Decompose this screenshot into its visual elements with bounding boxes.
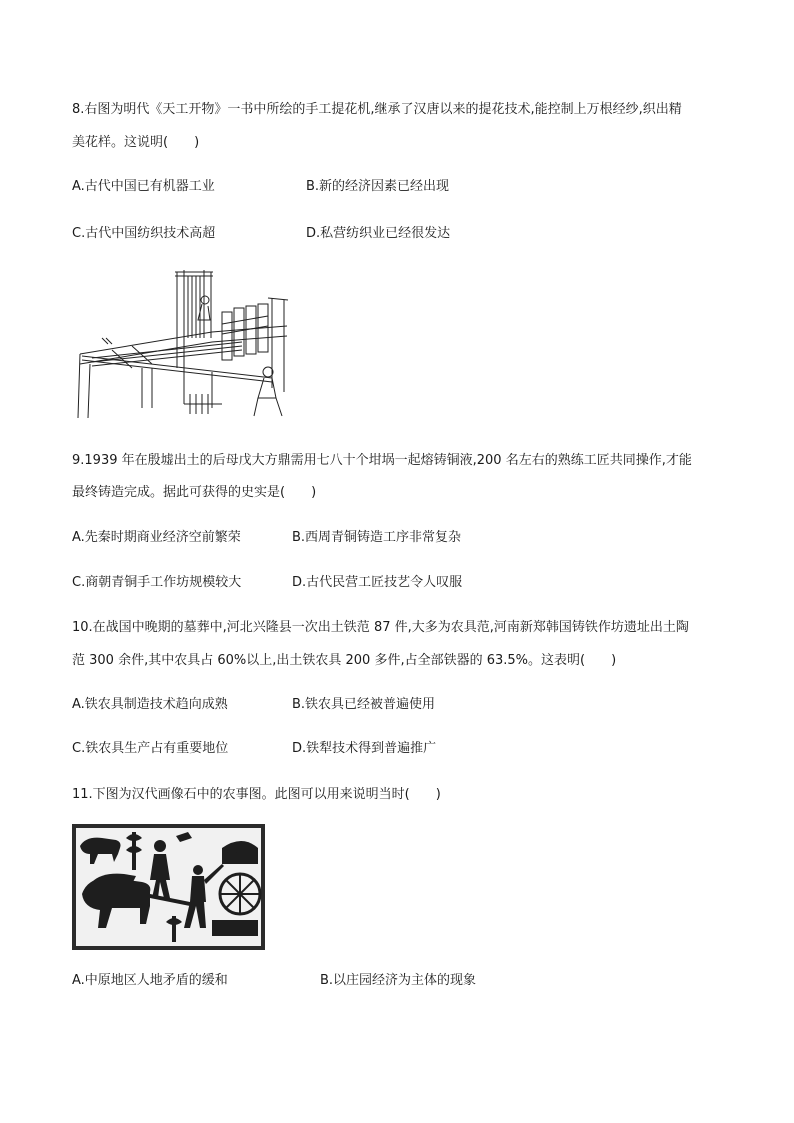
q8-option-b: B.新的经济因素已经出现 bbox=[306, 179, 450, 194]
q9-stem-line2: 最终铸造完成。据此可获得的史实是( ) bbox=[72, 485, 317, 500]
q9-option-a: A.先秦时期商业经济空前繁荣 bbox=[72, 530, 241, 545]
q10-stem-line1: 10.在战国中晚期的墓葬中,河北兴隆县一次出土铁范 87 件,大多为农具范,河南新郑韩国铸铁作坊遗址出土陶 bbox=[72, 620, 689, 635]
q11-option-b: B.以庄园经济为主体的现象 bbox=[320, 973, 477, 988]
q8-option-d: D.私营纺织业已经很发达 bbox=[306, 226, 451, 241]
q9-option-c: C.商朝青铜手工作坊规模较大 bbox=[72, 575, 242, 590]
q11-stem-line1: 11.下图为汉代画像石中的农事图。此图可以用来说明当时( ) bbox=[72, 787, 441, 802]
q10-option-a: A.铁农具制造技术趋向成熟 bbox=[72, 697, 228, 712]
q8-option-a: A.古代中国已有机器工业 bbox=[72, 179, 215, 194]
q8-stem-line1: 8.右图为明代《天工开物》一书中所绘的手工提花机,继承了汉唐以来的提花技术,能控制上万根经纱,织出精 bbox=[72, 102, 682, 117]
q8-stem-line2: 美花样。这说明( ) bbox=[72, 135, 200, 150]
q11-option-a: A.中原地区人地矛盾的缓和 bbox=[72, 973, 228, 988]
q10-option-d: D.铁犁技术得到普遍推广 bbox=[292, 741, 437, 756]
q8-option-c: C.古代中国纺织技术高超 bbox=[72, 226, 216, 241]
han-relief-farming-image bbox=[72, 824, 265, 950]
loom-illustration bbox=[72, 268, 300, 420]
q9-option-d: D.古代民营工匠技艺令人叹服 bbox=[292, 575, 463, 590]
q9-option-b: B.西周青铜铸造工序非常复杂 bbox=[292, 530, 462, 545]
q9-stem-line1: 9.1939 年在殷墟出土的后母戊大方鼎需用七八十个坩埚一起熔铸铜液,200 名左右的熟练工匠共同操作,才能 bbox=[72, 453, 692, 468]
q10-option-c: C.铁农具生产占有重要地位 bbox=[72, 741, 229, 756]
q10-option-b: B.铁农具已经被普遍使用 bbox=[292, 697, 436, 712]
q10-stem-line2: 范 300 余件,其中农具占 60%以上,出土铁农具 200 多件,占全部铁器的 63.5%。这表明( ) bbox=[72, 653, 617, 668]
